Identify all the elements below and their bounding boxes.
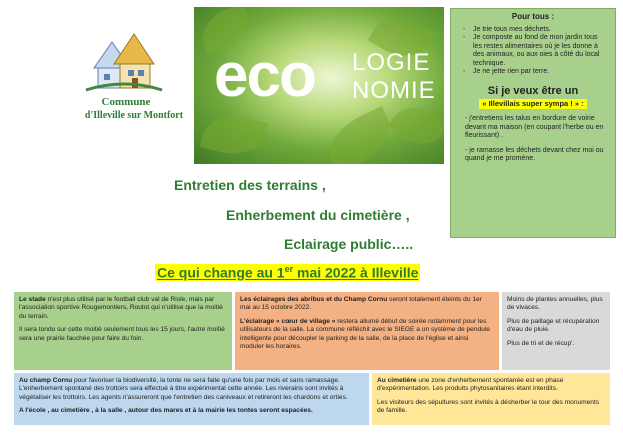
cimetiere-paragraph-1 <box>377 377 605 394</box>
plantes-paragraph-1: Moins de plantes annuelles, plus de vivaces. <box>507 296 603 312</box>
logo-commune-label: Commune <box>101 96 151 108</box>
pour-tous-list <box>459 26 607 77</box>
super-sympa-heading: Si je veux être un <box>487 84 579 97</box>
eco-logie: LOGIE <box>352 49 431 76</box>
stade-bold: Le stade <box>19 296 46 303</box>
list-item: - j'entretiens les talus en bordure de voirie devant ma maison (en coupant l'herbe ou en fleurissant) . <box>465 115 604 139</box>
commune-logo <box>70 28 184 128</box>
leaf-decoration <box>318 106 399 164</box>
cornu-bold: Au champ Cornu <box>19 377 73 384</box>
list-item: - je ramasse les déchets devant chez moi ou quand je me promène. <box>465 146 604 162</box>
eco-nomie: NOMIE <box>352 77 436 104</box>
abribus-bold: Les éclairages des abribus et du Champ Cornu <box>240 296 388 303</box>
super-sympa-highlight: « Illevillais super sympa ! » : <box>479 99 586 110</box>
eco-word: eco <box>214 41 315 110</box>
stade-paragraph-1 <box>19 296 227 321</box>
plantes-paragraph-2: Plus de paillage et récupération d'eau de pluie. <box>507 317 600 334</box>
abribus-paragraph-2 <box>240 318 494 352</box>
cimetiere-text: une zone d'enherbement spontanée est en phase d'expérimentation. Les produits phytosanitaires étant interdits. <box>377 377 564 393</box>
cornu-paragraph-2 <box>19 407 364 415</box>
cimetiere-paragraph-2: Les visiteurs des sépultures sont invités à désherber le tour des monuments de famille. <box>377 398 600 415</box>
pour-tous-title: Pour tous : <box>511 12 555 21</box>
cimetiere-bold: Au cimetière <box>377 377 417 384</box>
house-logo-icon <box>84 28 164 94</box>
change-text-after: mai 2022 à Illeville <box>293 264 419 281</box>
plantes-paragraph-3: Plus de tri et de récup'. <box>507 339 575 347</box>
coeur-village-text: restera allumé début de soirée notamment pour les utilisateurs de la salle. La commune réfléchit avec le SIEGE a un système de pendule intelligente pour découpler le parking de la salle, de la place de l'église et ainsi moduler les horaires. <box>240 317 490 351</box>
abribus-box <box>235 292 499 370</box>
list-item: - Je ne jette rien par terre. <box>459 68 607 77</box>
pour-tous-panel <box>450 8 616 238</box>
change-text-before: Ce qui change au 1 <box>157 264 285 281</box>
stade-box <box>14 292 232 370</box>
heading-eclairage: Eclairage public….. <box>284 236 414 252</box>
stade-text: n'est plus utilisé par le football club val de Risle, mais par l'association sportive Rougemontiers, Routot qui n'utilise que la moitié du terrain. <box>19 296 223 320</box>
super-sympa-list <box>459 115 607 164</box>
cornu-paragraph-1 <box>19 377 364 402</box>
abribus-text: seront totalement éteints du 1er mai au 15 octobre 2022. <box>240 296 482 312</box>
change-text-sup: er <box>284 264 294 274</box>
leaf-decoration <box>387 96 444 156</box>
list-item: - Je trie tous mes déchets. <box>459 26 607 35</box>
stade-paragraph-2: Il sera tondu sur cette moitié seulement tous les 15 jours, l'autre moitié sera une prairie fauchée pour faire du foin. <box>19 326 225 342</box>
heading-cimetiere: Enherbement du cimetière , <box>226 207 410 223</box>
leaf-decoration <box>200 108 268 162</box>
cimetiere-box <box>372 373 610 425</box>
logo-town-label: d'Illeville sur Montfort <box>84 110 184 121</box>
cornu-text: pour favoriser la biodiversité, la tonte ne sera faite qu'une fois par mois et sans ramassage. L'enherbement spontané des trottoirs sera effectué à titre expérimental cette année. Les riverains sont invités à végétaliser les trottoirs. Les agents n'assureront que l'entretien des caniveaux et retireront les chardons et orties. <box>19 377 348 401</box>
cornu-tontes-bold: A l'école , au cimetière , à la salle , autour des mares et à la mairie les tontes seront espacées. <box>19 407 313 415</box>
change-banner <box>155 264 420 281</box>
eco-banner <box>194 7 444 164</box>
abribus-paragraph-1 <box>240 296 494 313</box>
plantes-box <box>502 292 610 370</box>
heading-terrains: Entretien des terrains , <box>174 177 326 193</box>
super-sympa-highlight-wrap <box>459 99 607 110</box>
champ-cornu-box <box>14 373 369 425</box>
list-item: - Je composte au fond de mon jardin tous les restes alimentaires où je les donne à des animaux, ou aux oies à côté du local technique. <box>459 34 607 68</box>
coeur-village-bold: L'éclairage « cœur de village » <box>240 317 336 325</box>
